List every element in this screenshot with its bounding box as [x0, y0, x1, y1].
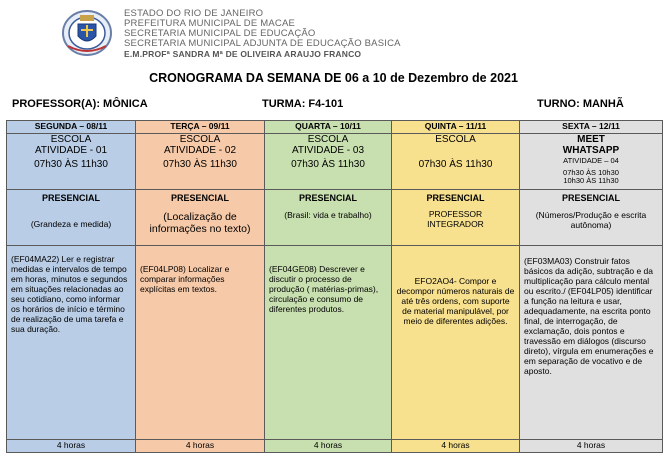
mode-cell-tuesday — [136, 190, 265, 246]
hours-cell-friday: 4 horas — [520, 440, 663, 453]
schedule-cell-friday — [520, 134, 663, 190]
time-label: 07h30 ÀS 11h30 — [418, 159, 493, 170]
topic-label: (Localização de informações no texto) — [149, 211, 251, 235]
institution-line-prefecture: PREFEITURA MUNICIPAL DE MACAE — [124, 18, 296, 29]
content-cell-thursday — [392, 246, 520, 440]
activity-label: ATIVIDADE – 04 — [563, 156, 619, 165]
hours-row — [7, 440, 663, 453]
day-header-thursday: QUINTA – 11/11 — [392, 121, 520, 134]
hours-cell-thursday: 4 horas — [392, 440, 520, 453]
schedule-cell-monday — [7, 134, 136, 190]
mode-row — [7, 190, 663, 246]
shift-label: TURNO: MANHÃ — [537, 98, 624, 110]
mode-label: PRESENCIAL — [426, 193, 485, 203]
schedule-cell-wednesday — [265, 134, 392, 190]
day-header-tuesday: TERÇA – 09/11 — [136, 121, 265, 134]
schedule-row — [7, 134, 663, 190]
day-header-friday: SEXTA – 12/11 — [520, 121, 663, 134]
topic-label: (Números/Produção e escrita autônoma) — [535, 210, 647, 230]
institution-line-adjunct-secretariat: SECRETARIA MUNICIPAL ADJUNTA DE EDUCAÇÃO BASICA — [124, 38, 401, 49]
time-label: 07h30 ÀS 11h30 — [163, 159, 237, 170]
content-text: (EF04MA22) Ler e registrar medidas e intervalos de tempo em horas, minutos e segundos em situações relacionadas ao seu cotidiano, como informar os horários de início e término de realização de uma tarefa e sua duração. — [11, 254, 128, 334]
schedule-cell-thursday — [392, 134, 520, 190]
mode-label: PRESENCIAL — [298, 193, 357, 203]
mode-label: PRESENCIAL — [170, 193, 229, 203]
mode-cell-thursday — [392, 190, 520, 246]
time-label-second: 10h30 ÀS 11h30 — [563, 176, 619, 185]
time-label-first: 07h30 ÀS 10h30 — [563, 168, 619, 177]
time-label: 07h30 ÀS 11h30 — [291, 159, 365, 170]
platform-label: WHATSAPP — [562, 145, 620, 156]
institution-line-state: ESTADO DO RIO DE JANEIRO — [124, 8, 264, 19]
place-label: MEET — [577, 134, 605, 145]
mode-label: PRESENCIAL — [561, 193, 620, 203]
weekly-schedule-table — [6, 120, 663, 453]
mode-cell-friday — [520, 190, 663, 246]
content-cell-tuesday — [136, 246, 265, 440]
institution-line-secretariat: SECRETARIA MUNICIPAL DE EDUCAÇÃO — [124, 28, 316, 39]
document-title: CRONOGRAMA DA SEMANA DE 06 a 10 de Dezembro de 2021 — [149, 71, 518, 85]
place-label: ESCOLA — [435, 134, 476, 145]
mode-cell-wednesday — [265, 190, 392, 246]
municipal-seal-icon — [58, 6, 116, 58]
professor-label: PROFESSOR(A): MÔNICA — [12, 98, 148, 110]
mode-label: PRESENCIAL — [41, 193, 100, 203]
topic-label: (Grandeza e medida) — [30, 219, 112, 229]
time-label: 07h30 ÀS 11h30 — [34, 159, 108, 170]
activity-label: ATIVIDADE - 01 — [34, 145, 108, 156]
place-label: ESCOLA — [179, 134, 221, 145]
content-cell-monday — [7, 246, 136, 440]
institution-line-school: E.M.PROFª SANDRA Mª DE OLIVEIRA ARAUJO FRANCO — [124, 49, 362, 59]
hours-cell-wednesday: 4 horas — [265, 440, 392, 453]
content-text: EFO2AO4- Compor e decompor números naturais de até três ordens, com suporte de material manipulável, por meio de diferentes adições. — [396, 276, 515, 326]
activity-label: ATIVIDADE - 03 — [291, 145, 365, 156]
hours-cell-monday: 4 horas — [7, 440, 136, 453]
topic-label: (Brasil: vida e trabalho) — [284, 210, 372, 220]
day-header-monday: SEGUNDA – 08/11 — [7, 121, 136, 134]
content-text: (EF04LP08) Localizar e comparar informações explícitas em textos. — [140, 264, 230, 294]
institution-block — [124, 9, 484, 59]
day-header-wednesday: QUARTA – 10/11 — [265, 121, 392, 134]
schedule-cell-tuesday — [136, 134, 265, 190]
content-cell-friday — [520, 246, 663, 440]
content-cell-wednesday — [265, 246, 392, 440]
place-label: ESCOLA — [307, 134, 349, 145]
mode-cell-monday — [7, 190, 136, 246]
topic-label: PROFESSOR INTEGRADOR — [427, 209, 484, 229]
content-text: (EF03MA03) Construir fatos básicos da adição, subtração e da multiplicação para cálculo mental ou escrito./ (EF04LP05) identificar a função na leitura e usar, adequadamente, na escrita ponto final, de interrogação, de exclamação, dois pontos e travessão em diálogos (discurso direto), vírgula em enumerações e em separação de vocativo e de aposto. — [524, 256, 654, 376]
day-header-row — [7, 121, 663, 134]
activity-label: ATIVIDADE - 02 — [163, 145, 237, 156]
hours-cell-tuesday: 4 horas — [136, 440, 265, 453]
class-label: TURMA: F4-101 — [262, 98, 344, 110]
place-label: ESCOLA — [50, 134, 92, 145]
content-text: (EF04GE08) Descrever e discutir o processo de produção ( matérias-primas), circulação e consumo de diferentes produtos. — [269, 264, 379, 314]
content-row — [7, 246, 663, 440]
